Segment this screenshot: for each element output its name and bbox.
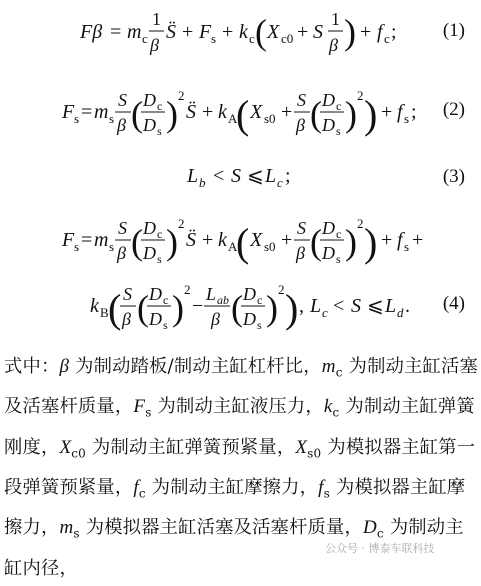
paragraph-lead: 式中： bbox=[4, 356, 60, 377]
svg-text:L: L bbox=[385, 295, 397, 317]
svg-text:+: + bbox=[182, 21, 194, 43]
svg-text:+: + bbox=[202, 101, 214, 123]
svg-text:2: 2 bbox=[178, 216, 185, 231]
svg-text:f: f bbox=[397, 229, 403, 251]
svg-text:A: A bbox=[228, 239, 238, 254]
svg-text:b: b bbox=[199, 175, 206, 190]
svg-text:1: 1 bbox=[152, 9, 161, 29]
svg-text:D: D bbox=[149, 284, 162, 304]
svg-text:D: D bbox=[143, 115, 156, 135]
symbol-definitions-paragraph: 式中：β 为制动踏板/制动主缸杠杆比，$m_c$ 为制动主缸活塞及活塞杆质量，$F_s$ 为制动主缸液压力，$k_c$ 为制动主缸弹簧刚度，$X_{c0}$ 为制动主缸弹簧预紧量，$X_{s0}$ 为模拟器主缸第一段弹簧预紧量，$f_c$ 为制动主缸摩擦力，$f_s$ 为模拟器主缸摩擦力，$m_s$ 为模拟器主缸活塞及活塞杆质量，$D_c$ 为制动主缸内径， bbox=[4, 356, 478, 579]
svg-text:+: + bbox=[412, 229, 424, 251]
svg-text:=: = bbox=[110, 21, 122, 43]
svg-text:s0: s0 bbox=[264, 239, 276, 254]
def-kc: 为制动主缸弹簧刚度， bbox=[4, 396, 475, 458]
svg-text:S̈: S̈ bbox=[166, 21, 176, 43]
svg-text:S: S bbox=[118, 90, 127, 110]
svg-text:): ) bbox=[285, 286, 299, 331]
svg-text:S̈: S̈ bbox=[186, 101, 196, 123]
svg-text:(: ( bbox=[131, 94, 143, 134]
def-mc: 为制动主缸活塞及活塞杆质量， bbox=[4, 356, 478, 418]
def-fs-friction: 为模拟器主缸摩擦力， bbox=[4, 477, 466, 539]
svg-text:): ) bbox=[364, 92, 378, 137]
svg-text:S: S bbox=[297, 90, 306, 110]
equation-3 bbox=[0, 158, 481, 194]
svg-text:c: c bbox=[157, 227, 163, 241]
svg-text:X: X bbox=[250, 229, 263, 251]
svg-text:β: β bbox=[211, 309, 220, 329]
svg-text:): ) bbox=[344, 12, 356, 52]
def-dc: 为制动主缸内径， bbox=[4, 517, 464, 579]
svg-text:(: ( bbox=[236, 220, 250, 265]
svg-text:k: k bbox=[218, 229, 227, 251]
def-xc0: 为制动主缸弹簧预紧量， bbox=[86, 436, 296, 458]
svg-text:k: k bbox=[90, 295, 99, 317]
svg-text:D: D bbox=[143, 218, 156, 238]
svg-text:+: + bbox=[381, 101, 393, 123]
svg-text:−: − bbox=[192, 295, 204, 317]
equation-number-1: (1) bbox=[442, 20, 465, 41]
svg-text:+: + bbox=[202, 229, 214, 251]
svg-text:2: 2 bbox=[357, 88, 364, 103]
svg-text:.: . bbox=[405, 295, 410, 317]
svg-text:β: β bbox=[117, 243, 126, 263]
svg-text:L: L bbox=[265, 165, 277, 187]
svg-text:+: + bbox=[381, 229, 393, 251]
def-beta: 为制动踏板/制动主缸杠杆比， bbox=[69, 356, 322, 377]
svg-text:;: ; bbox=[285, 165, 291, 187]
svg-text:m: m bbox=[94, 101, 109, 123]
equation-1 bbox=[0, 0, 481, 70]
svg-text:D: D bbox=[322, 243, 335, 263]
svg-text:β: β bbox=[150, 35, 159, 55]
svg-text:s: s bbox=[157, 252, 162, 266]
def-xs0: 为模拟器主缸第一段弹簧预紧量， bbox=[4, 436, 476, 499]
svg-text:c: c bbox=[157, 99, 163, 113]
svg-text:c: c bbox=[384, 31, 390, 46]
svg-text:s: s bbox=[109, 111, 115, 126]
svg-text:1: 1 bbox=[331, 9, 340, 29]
svg-text:β: β bbox=[329, 35, 338, 55]
svg-text:S: S bbox=[118, 218, 127, 238]
svg-text:S̈: S̈ bbox=[186, 229, 196, 251]
svg-text:β: β bbox=[296, 243, 305, 263]
svg-text:A: A bbox=[228, 111, 238, 126]
svg-text:s: s bbox=[404, 239, 410, 254]
svg-text:L: L bbox=[310, 295, 322, 317]
svg-text:D: D bbox=[143, 90, 156, 110]
svg-text:s: s bbox=[157, 124, 162, 138]
svg-text:Fβ: Fβ bbox=[80, 21, 103, 43]
svg-text:;: ; bbox=[391, 21, 397, 43]
svg-text:L: L bbox=[206, 284, 217, 304]
svg-text:β: β bbox=[122, 309, 131, 329]
svg-text:β: β bbox=[117, 115, 126, 135]
svg-text:B: B bbox=[100, 305, 109, 320]
svg-text:): ) bbox=[166, 94, 178, 134]
svg-text:L: L bbox=[187, 165, 199, 187]
svg-text:D: D bbox=[322, 90, 335, 110]
svg-text:=: = bbox=[81, 101, 93, 123]
svg-text:k: k bbox=[239, 21, 248, 43]
svg-text:2: 2 bbox=[357, 216, 364, 231]
svg-text:c: c bbox=[336, 99, 342, 113]
svg-text:=: = bbox=[81, 229, 93, 251]
svg-text:D: D bbox=[149, 309, 162, 329]
svg-text:s: s bbox=[74, 239, 80, 254]
svg-text:<: < bbox=[213, 165, 225, 187]
svg-text:⩽: ⩽ bbox=[367, 295, 384, 317]
svg-text:(: ( bbox=[231, 288, 243, 328]
svg-text:S: S bbox=[123, 284, 132, 304]
svg-text:,: , bbox=[299, 295, 304, 317]
svg-text:(: ( bbox=[108, 286, 122, 331]
svg-text:2: 2 bbox=[184, 282, 191, 297]
svg-text:F: F bbox=[199, 21, 212, 43]
svg-text:2: 2 bbox=[278, 282, 285, 297]
svg-text:c: c bbox=[322, 305, 328, 320]
svg-text:+: + bbox=[281, 101, 293, 123]
svg-text:): ) bbox=[345, 94, 357, 134]
svg-text:c: c bbox=[163, 293, 169, 307]
svg-text:X: X bbox=[250, 101, 263, 123]
svg-text:): ) bbox=[364, 220, 378, 265]
svg-text:(: ( bbox=[310, 222, 322, 262]
svg-text:s: s bbox=[74, 111, 80, 126]
svg-text:β: β bbox=[296, 115, 305, 135]
equation-number-2: (2) bbox=[442, 99, 465, 120]
watermark: 公众号 · 博泰车联科技 bbox=[325, 542, 435, 555]
def-fs: 为制动主缸液压力， bbox=[151, 396, 324, 418]
svg-text:): ) bbox=[166, 222, 178, 262]
svg-text:f: f bbox=[377, 21, 383, 43]
equation-4-line-1 bbox=[0, 206, 481, 276]
svg-text:ab: ab bbox=[217, 293, 229, 307]
svg-text:c0: c0 bbox=[281, 31, 294, 46]
svg-text:D: D bbox=[243, 309, 256, 329]
svg-text:(: ( bbox=[137, 288, 149, 328]
svg-text:s: s bbox=[404, 111, 410, 126]
svg-text:D: D bbox=[322, 218, 335, 238]
svg-text:D: D bbox=[322, 115, 335, 135]
def-ms: 为模拟器主缸活塞及活塞杆质量， bbox=[79, 517, 363, 539]
svg-text:): ) bbox=[172, 288, 184, 328]
svg-text:D: D bbox=[143, 243, 156, 263]
svg-text:s: s bbox=[336, 124, 341, 138]
svg-text:(: ( bbox=[310, 94, 322, 134]
svg-text:+: + bbox=[281, 229, 293, 251]
svg-text:S: S bbox=[351, 295, 361, 317]
svg-text:): ) bbox=[345, 222, 357, 262]
svg-text:k: k bbox=[218, 101, 227, 123]
svg-text:F: F bbox=[62, 229, 75, 251]
equation-number-4: (4) bbox=[442, 293, 465, 314]
svg-text:c: c bbox=[257, 293, 263, 307]
svg-text:<: < bbox=[333, 295, 345, 317]
svg-text:(: ( bbox=[236, 92, 250, 137]
svg-text:c: c bbox=[277, 175, 283, 190]
svg-text:): ) bbox=[266, 288, 278, 328]
svg-text:c: c bbox=[249, 31, 255, 46]
svg-text:+: + bbox=[297, 21, 309, 43]
equation-2 bbox=[0, 78, 481, 150]
svg-text:s: s bbox=[336, 252, 341, 266]
svg-text:s: s bbox=[163, 318, 168, 332]
svg-text:⩽: ⩽ bbox=[247, 165, 264, 187]
def-fc: 为制动主缸摩擦力， bbox=[145, 477, 319, 499]
svg-text:D: D bbox=[243, 284, 256, 304]
equation-number-3: (3) bbox=[442, 166, 465, 187]
svg-text:2: 2 bbox=[178, 88, 185, 103]
svg-text:s: s bbox=[109, 239, 115, 254]
svg-text:m: m bbox=[94, 229, 109, 251]
svg-text:m: m bbox=[127, 21, 142, 43]
svg-text:(: ( bbox=[255, 12, 267, 52]
svg-text:+: + bbox=[360, 21, 372, 43]
svg-text:S: S bbox=[313, 21, 323, 43]
svg-text:X: X bbox=[267, 21, 280, 43]
svg-text:c: c bbox=[336, 227, 342, 241]
svg-text:S: S bbox=[231, 165, 241, 187]
svg-text:s0: s0 bbox=[264, 111, 276, 126]
svg-text:f: f bbox=[397, 101, 403, 123]
svg-text:d: d bbox=[397, 305, 404, 320]
svg-text:+: + bbox=[222, 21, 234, 43]
svg-text:c: c bbox=[142, 31, 148, 46]
svg-text:(: ( bbox=[131, 222, 143, 262]
svg-text:s: s bbox=[211, 31, 217, 46]
svg-text:s: s bbox=[257, 318, 262, 332]
svg-text:;: ; bbox=[411, 101, 417, 123]
svg-text:S: S bbox=[297, 218, 306, 238]
equation-4-line-2 bbox=[0, 272, 481, 344]
svg-text:F: F bbox=[62, 101, 75, 123]
